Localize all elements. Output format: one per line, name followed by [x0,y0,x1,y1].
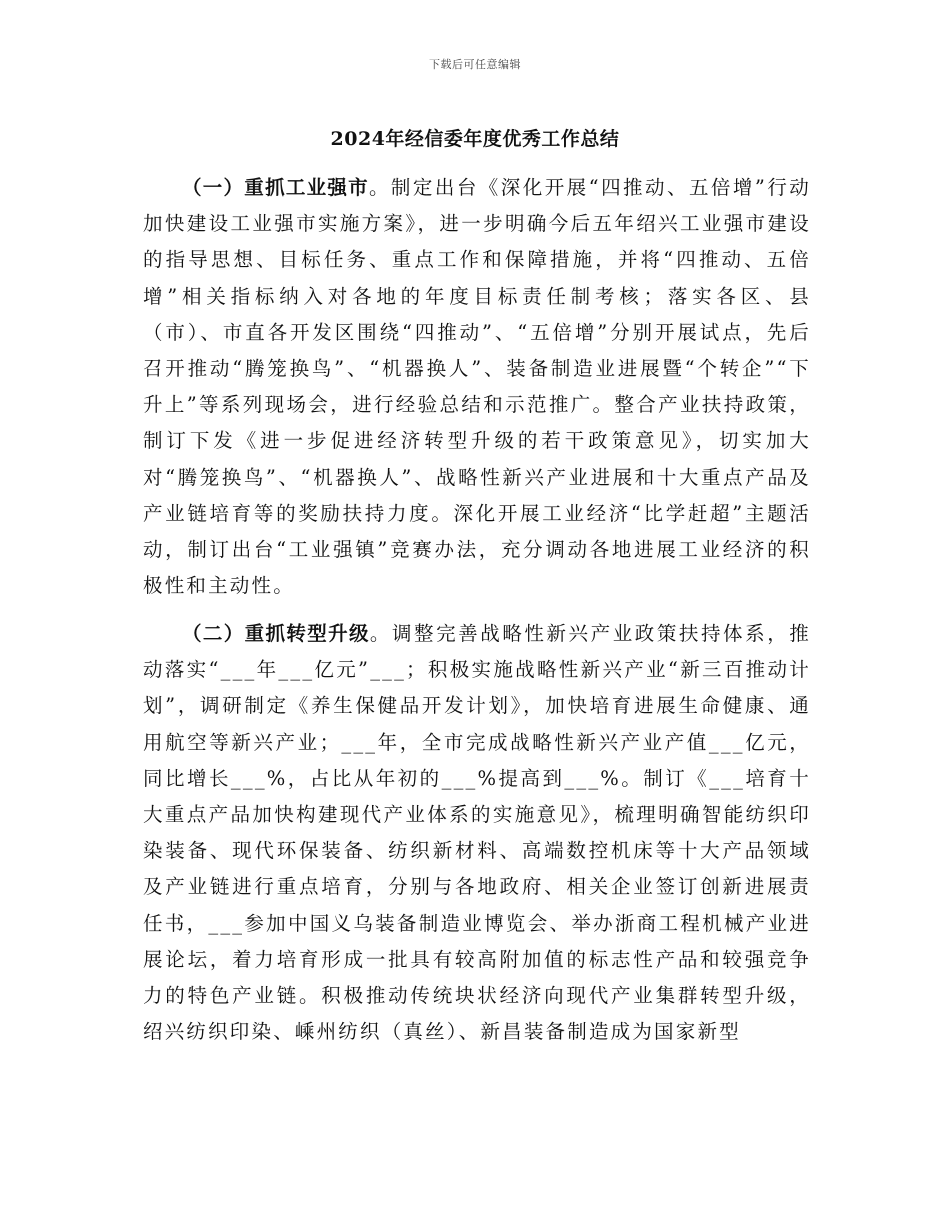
paragraph-body-2: 。调整完善战略性新兴产业政策扶持体系，推动落实“___年___亿元”___；积极实施战略性新兴产业“新三百推动计划”，调研制定《养生保健品开发计划》，加快培育进展生命健康、通用航空等新兴产业；___年，全市完成战略性新兴产业产值___亿元，同比增长___%，占比从年初的___%提高到___%。制订《___培育十大重点产品加快构建现代产业体系的实施意见》，梳理明确智能纺织印染装备、现代环保装备、纺织新材料、高端数控机床等十大产品领域及产业链进行重点培育，分别与各地政府、相关企业签订创新进展责任书，___参加中国义乌装备制造业博览会、举办浙商工程机械产业进展论坛，着力培育形成一批具有较高附加值的标志性产品和较强竞争力的特色产业链。积极推动传统块状经济向现代产业集群转型升级，绍兴纺织印染、嵊州纺织（真丝）、新昌装备制造成为国家新型 [143,622,811,1044]
document-title: 2024年经信委年度优秀工作总结 [330,128,620,150]
paragraph-transformation [143,616,811,1050]
paragraph-industrial-city [143,170,811,604]
section-heading-1: （一）重抓工业强市 [182,176,369,199]
page-header-note: 下载后可任意编辑 [429,58,521,71]
paragraph-body-1: 。制定出台《深化开展“四推动、五倍增”行动加快建设工业强市实施方案》，进一步明确今后五年绍兴工业强市建设的指导思想、目标任务、重点工作和保障措施，并将“四推动、五倍增”相关指标纳入对各地的年度目标责任制考核；落实各区、县（市）、市直各开发区围绕“四推动”、“五倍增”分别开展试点，先后召开推动“腾笼换鸟”、“机器换人”、装备制造业进展暨“个转企”“下升上”等系列现场会，进行经验总结和示范推广。整合产业扶持政策，制订下发《进一步促进经济转型升级的若干政策意见》，切实加大对“腾笼换鸟”、“机器换人”、战略性新兴产业进展和十大重点产品及产业链培育等的奖励扶持力度。深化开展工业经济“比学赶超”主题活动，制订出台“工业强镇”竞赛办法，充分调动各地进展工业经济的积极性和主动性。 [143,176,811,598]
section-heading-2: （二）重抓转型升级 [182,622,370,645]
